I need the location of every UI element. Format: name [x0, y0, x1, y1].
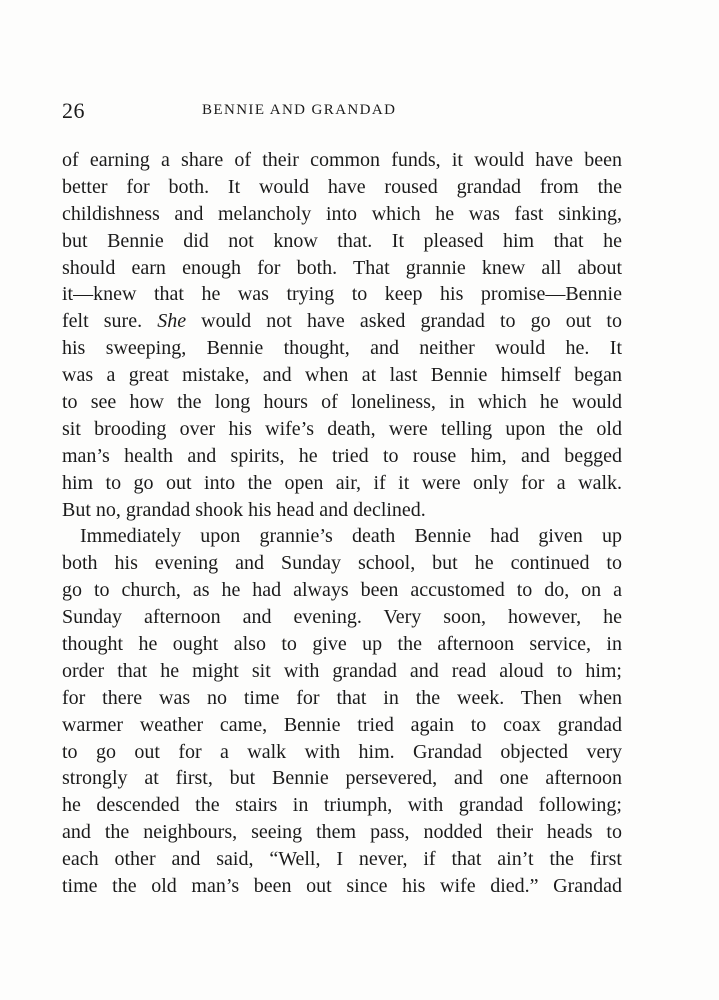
- running-head: [62, 98, 622, 128]
- text-line: Immediately upon grannie’s death Bennie had given up: [80, 525, 622, 548]
- text-line: But no, grandad shook his head and declined.: [62, 498, 426, 521]
- text-line: warmer weather came, Bennie tried again to coax grandad: [62, 713, 622, 736]
- text-line: it—knew that he was trying to keep his promise—Bennie: [62, 283, 622, 306]
- text-line: he descended the stairs in triumph, with grandad following;: [62, 794, 622, 817]
- paragraph-1: [62, 147, 622, 523]
- text-line: to see how the long hours of loneliness, in which he would: [62, 391, 622, 414]
- text-line: should earn enough for both. That grannie knew all about: [62, 256, 622, 279]
- text-line: for there was no time for that in the week. Then when: [62, 686, 622, 709]
- body-text: [62, 147, 622, 900]
- text-line: of earning a share of their common funds, it would have been: [62, 149, 622, 171]
- text-line: man’s health and spirits, he tried to rouse him, and begged: [62, 444, 622, 467]
- text-line: was a great mistake, and when at last Bennie himself began: [62, 364, 622, 387]
- text-line: and the neighbours, seeing them pass, nodded their heads to: [62, 821, 622, 844]
- text-line: sit brooding over his wife’s death, were telling upon the old: [62, 417, 622, 440]
- running-head-title: BENNIE AND GRANDAD: [202, 102, 397, 118]
- text-line: Sunday afternoon and evening. Very soon, however, he: [62, 606, 622, 629]
- text-line: thought he ought also to give up the afternoon service, in: [62, 633, 622, 656]
- text-line: better for both. It would have roused grandad from the: [62, 175, 622, 198]
- paragraph-2: [62, 523, 622, 899]
- text-line: both his evening and Sunday school, but he continued to: [62, 552, 622, 575]
- text-line: but Bennie did not know that. It pleased him that he: [62, 229, 622, 252]
- emphasis-she: She: [157, 310, 187, 333]
- text-line: go to church, as he had always been accustomed to do, on a: [62, 579, 622, 602]
- text-line: strongly at first, but Bennie persevered, and one afternoon: [62, 767, 622, 790]
- text-line: time the old man’s been out since his wife died.” Grandad: [62, 875, 622, 898]
- text-line: childishness and melancholy into which he was fast sinking,: [62, 202, 622, 225]
- text-line: him to go out into the open air, if it were only for a walk.: [62, 471, 622, 494]
- text-line: felt sure. She would not have asked grandad to go out to: [62, 310, 622, 333]
- page-number: 26: [62, 98, 85, 123]
- text-line: to go out for a walk with him. Grandad objected very: [62, 740, 622, 763]
- text-line: each other and said, “Well, I never, if that ain’t the first: [62, 848, 622, 871]
- text-line: his sweeping, Bennie thought, and neither would he. It: [62, 337, 622, 360]
- text-line: order that he might sit with grandad and read aloud to him;: [62, 659, 622, 682]
